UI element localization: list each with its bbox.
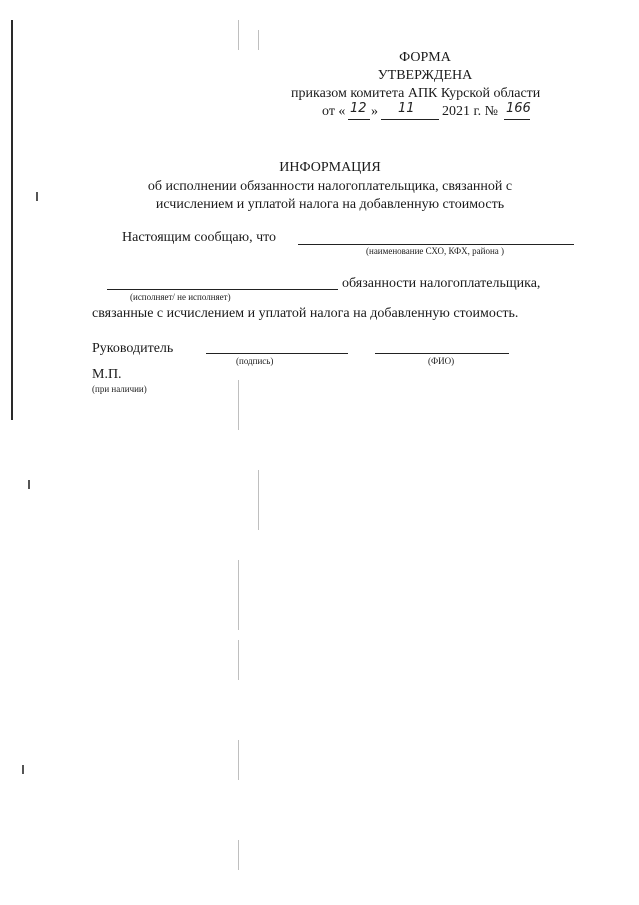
bleed-through-mark — [238, 560, 239, 630]
obligation-text: обязанности налогоплательщика, — [342, 276, 541, 291]
order-number-line — [504, 119, 530, 120]
date-prefix: от « — [322, 104, 346, 119]
order-line: приказом комитета АПК Курской области — [291, 86, 541, 101]
related-text: связанные с исчислением и уплатой налога на добавленную стоимость. — [92, 306, 519, 321]
stamp-label: М.П. — [92, 367, 122, 382]
title-line-1: об исполнении обязанности налогоплательщика, связанной с — [147, 179, 513, 194]
bleed-through-mark — [238, 740, 239, 780]
bleed-through-mark — [258, 30, 259, 50]
bleed-through-mark — [258, 470, 259, 530]
bleed-through-mark — [238, 20, 239, 50]
scan-edge-line — [11, 20, 13, 420]
title-line-2: исчислением и уплатой налога на добавленную стоимость — [155, 197, 505, 212]
name-caption: (ФИО) — [428, 356, 455, 366]
date-day-handwritten: 12 — [350, 101, 367, 116]
scan-speck — [22, 765, 24, 774]
date-year: 2021 г. № — [442, 104, 499, 119]
scan-speck — [36, 192, 38, 201]
signature-line — [206, 353, 348, 354]
head-label: Руководитель — [92, 341, 174, 356]
date-day-line — [348, 119, 370, 120]
date-month-handwritten: 11 — [398, 101, 415, 116]
scan-speck — [28, 480, 30, 489]
bleed-through-mark — [238, 640, 239, 680]
bleed-through-mark — [238, 840, 239, 870]
stamp-caption: (при наличии) — [92, 384, 147, 394]
full-name-line — [375, 353, 509, 354]
form-label: ФОРМА — [399, 50, 451, 65]
sign-caption: (подпись) — [236, 356, 274, 366]
order-number-handwritten: 166 — [506, 101, 531, 116]
document-title: ИНФОРМАЦИЯ — [279, 160, 381, 175]
entity-caption: (наименование СХО, КФХ, района ) — [366, 246, 505, 256]
date-month-line — [381, 119, 439, 120]
inform-text: Настоящим сообщаю, что — [122, 230, 277, 245]
bleed-through-mark — [238, 380, 239, 430]
status-line — [107, 289, 338, 290]
status-caption: (исполняет/ не исполняет) — [130, 292, 231, 302]
approved-label: УТВЕРЖДЕНА — [377, 68, 473, 83]
date-mid: » — [371, 104, 378, 119]
entity-name-line — [298, 244, 574, 245]
